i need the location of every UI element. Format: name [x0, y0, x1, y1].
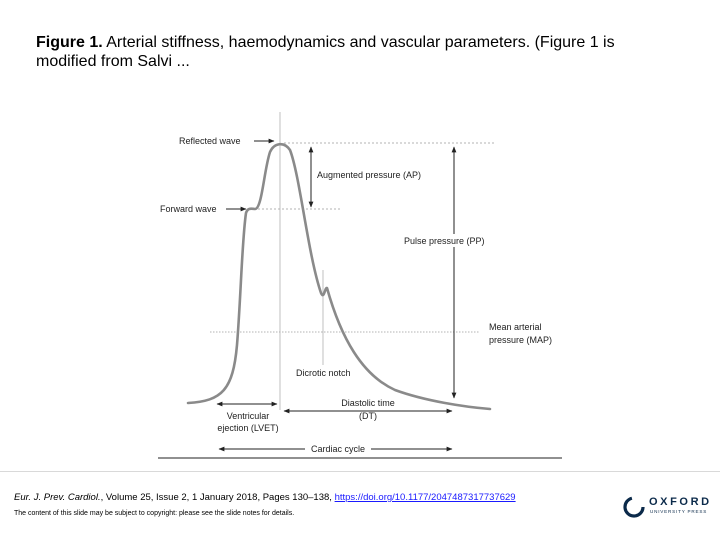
- map-label-line2: pressure (MAP): [489, 335, 553, 345]
- figure-label: Figure 1.: [36, 34, 103, 51]
- figure-caption: Arterial stiffness, haemodynamics and vascular parameters. (Figure 1 is modified from Salvi ...: [36, 34, 615, 70]
- cardiac-cycle-label: Cardiac cycle: [310, 444, 366, 454]
- footer-divider: [0, 471, 720, 472]
- doi-link[interactable]: https://doi.org/10.1177/2047487317737629: [334, 492, 516, 503]
- diastolic-time-label-line2: (DT): [359, 411, 377, 421]
- augmented-pressure-label: Augmented pressure (AP): [317, 170, 422, 180]
- citation-details: , Volume 25, Issue 2, 1 January 2018, Pages 130–138,: [100, 492, 335, 503]
- oxford-emblem-icon: [622, 495, 646, 519]
- reflected-wave-label: Reflected wave: [179, 136, 241, 146]
- citation: [14, 492, 516, 503]
- logo-word: OXFORD: [649, 496, 712, 508]
- forward-wave-label: Forward wave: [160, 204, 217, 214]
- ventricular-ejection-label-line2: ejection (LVET): [217, 423, 279, 433]
- oxford-logo: [622, 495, 712, 519]
- map-label-line1: Mean arterial: [489, 322, 542, 332]
- diastolic-time-label-line1: Diastolic time: [341, 398, 395, 408]
- dicrotic-notch-label: Dicrotic notch: [296, 368, 351, 378]
- ventricular-ejection-label-line1: Ventricular: [226, 411, 270, 421]
- copyright-notice: The content of this slide may be subject to copyright: please see the slide notes for details.: [14, 510, 295, 517]
- logo-subtitle: UNIVERSITY PRESS: [650, 509, 708, 514]
- journal-name: Eur. J. Prev. Cardiol.: [14, 492, 101, 503]
- pulse-pressure-label: Pulse pressure (PP): [404, 236, 485, 246]
